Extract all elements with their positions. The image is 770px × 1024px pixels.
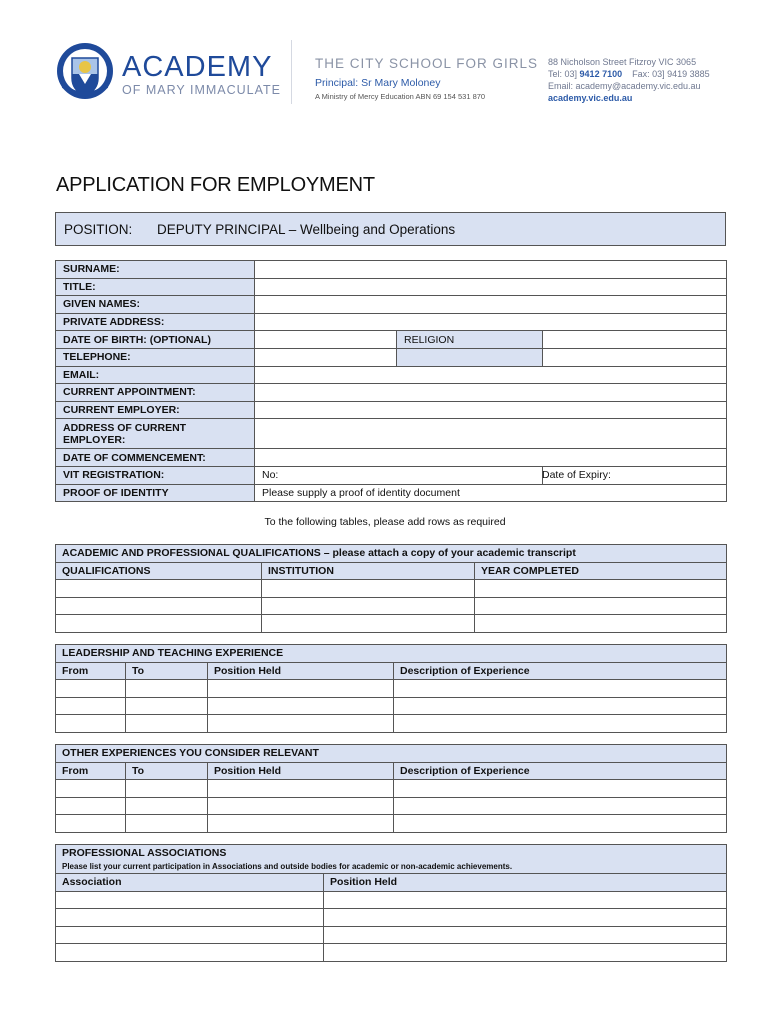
table-cell[interactable]: [394, 680, 727, 698]
email-label: EMAIL:: [56, 366, 255, 384]
table-cell[interactable]: [208, 680, 394, 698]
associations-table: [55, 844, 727, 962]
column-header: From: [56, 762, 126, 780]
table-cell[interactable]: [56, 697, 126, 715]
table-cell[interactable]: [56, 944, 324, 962]
table-row: [56, 780, 727, 798]
religion-shaded-cell: [397, 348, 543, 366]
contact-details: [548, 56, 710, 104]
associations-subheading: Please list your current participation in Associations and outside bodies for academic or non-academic achievements.: [56, 861, 727, 874]
religion-label: RELIGION: [397, 331, 543, 349]
surname-field[interactable]: [255, 261, 727, 279]
table-cell[interactable]: [394, 697, 727, 715]
column-header: INSTITUTION: [262, 562, 475, 580]
table-cell[interactable]: [475, 615, 727, 633]
table-row: [56, 815, 727, 833]
column-header: QUALIFICATIONS: [56, 562, 262, 580]
table-row: [56, 419, 727, 449]
commencement-field[interactable]: [255, 449, 727, 467]
table-row: [56, 662, 727, 680]
school-name: THE CITY SCHOOL FOR GIRLS: [315, 56, 539, 71]
employer-address-field[interactable]: [255, 419, 727, 449]
table-cell[interactable]: [56, 680, 126, 698]
current-appointment-label: CURRENT APPOINTMENT:: [56, 384, 255, 402]
column-header: Position Held: [208, 662, 394, 680]
qualifications-heading: ACADEMIC AND PROFESSIONAL QUALIFICATIONS – please attach a copy of your academic transcript: [56, 545, 727, 563]
current-employer-field[interactable]: [255, 401, 727, 419]
surname-label: SURNAME:: [56, 261, 255, 279]
identity-label: PROOF OF IDENTITY: [56, 484, 255, 502]
website-link[interactable]: academy.vic.edu.au: [548, 93, 633, 103]
header-divider: [291, 40, 292, 104]
table-cell[interactable]: [394, 780, 727, 798]
associations-heading: PROFESSIONAL ASSOCIATIONS: [56, 845, 727, 861]
leadership-table: [55, 644, 727, 733]
abn-text: A Ministry of Mercy Education ABN 69 154 531 870: [315, 92, 486, 101]
table-row: [56, 278, 727, 296]
table-cell[interactable]: [394, 715, 727, 733]
table-cell[interactable]: [208, 715, 394, 733]
qualifications-table: [55, 544, 727, 633]
table-cell[interactable]: [208, 780, 394, 798]
religion-field[interactable]: [543, 331, 727, 349]
vit-number-field[interactable]: [255, 466, 543, 484]
telephone-field[interactable]: [255, 348, 397, 366]
table-cell[interactable]: [126, 715, 208, 733]
current-employer-label: CURRENT EMPLOYER:: [56, 401, 255, 419]
table-row: [56, 449, 727, 467]
logo-title: ACADEMY: [122, 51, 273, 83]
table-cell[interactable]: [56, 580, 262, 598]
column-header: YEAR COMPLETED: [475, 562, 727, 580]
table-cell[interactable]: [324, 944, 727, 962]
table-cell[interactable]: [56, 926, 324, 944]
tables-note: To the following tables, please add rows as required: [264, 516, 506, 528]
table-row: [56, 697, 727, 715]
table-row: [56, 348, 727, 366]
leadership-heading: LEADERSHIP AND TEACHING EXPERIENCE: [56, 645, 727, 663]
given-names-label: GIVEN NAMES:: [56, 296, 255, 314]
table-cell[interactable]: [56, 780, 126, 798]
email: Email: academy@academy.vic.edu.au: [548, 81, 701, 91]
table-row: [56, 580, 727, 598]
school-crest-icon: [55, 40, 115, 106]
page-title: APPLICATION FOR EMPLOYMENT: [56, 174, 375, 196]
table-row: [56, 597, 727, 615]
table-row: [56, 466, 727, 484]
letterhead: [55, 38, 735, 118]
table-row: [56, 944, 727, 962]
given-names-field[interactable]: [255, 296, 727, 314]
table-cell[interactable]: [262, 580, 475, 598]
address: 88 Nicholson Street Fitzroy VIC 3065: [548, 57, 697, 67]
table-cell[interactable]: [262, 597, 475, 615]
table-row: [56, 296, 727, 314]
vit-number-label: No:: [262, 469, 279, 482]
column-header: To: [126, 662, 208, 680]
table-cell[interactable]: [126, 697, 208, 715]
title-label: TITLE:: [56, 278, 255, 296]
tel-number: 9412 7100: [579, 69, 623, 79]
identity-note: Please supply a proof of identity document: [262, 486, 460, 499]
telephone-extra-field[interactable]: [543, 348, 727, 366]
table-row: [56, 874, 727, 892]
position-box: [55, 212, 726, 246]
private-address-label: PRIVATE ADDRESS:: [56, 313, 255, 331]
table-cell[interactable]: [262, 615, 475, 633]
table-row: [56, 384, 727, 402]
column-header: To: [126, 762, 208, 780]
table-row: [56, 545, 727, 563]
dob-field[interactable]: [255, 331, 397, 349]
fax: Fax: 03] 9419 3885: [632, 69, 710, 79]
table-row: [56, 562, 727, 580]
table-cell[interactable]: [394, 797, 727, 815]
personal-details-table: [55, 260, 727, 502]
table-cell[interactable]: [324, 891, 727, 909]
position-value: DEPUTY PRINCIPAL – Wellbeing and Operations: [157, 221, 456, 237]
table-row: [56, 762, 727, 780]
table-row: [56, 745, 727, 763]
vit-expiry-label: Date of Expiry:: [542, 469, 611, 482]
tel-label: Tel: 03]: [548, 69, 578, 79]
column-header: Position Held: [208, 762, 394, 780]
current-appointment-field[interactable]: [255, 384, 727, 402]
other-experiences-table: [55, 744, 727, 833]
table-row: [56, 715, 727, 733]
table-cell[interactable]: [475, 580, 727, 598]
table-cell[interactable]: [56, 815, 126, 833]
table-cell[interactable]: [56, 597, 262, 615]
table-row: [56, 797, 727, 815]
table-cell[interactable]: [56, 909, 324, 927]
table-cell[interactable]: [126, 680, 208, 698]
table-row: [56, 926, 727, 944]
identity-field[interactable]: [255, 484, 727, 502]
title-field[interactable]: [255, 278, 727, 296]
table-row: [56, 680, 727, 698]
table-cell[interactable]: [208, 797, 394, 815]
logo-subtitle: OF MARY IMMACULATE: [122, 83, 281, 97]
position-label: POSITION:: [64, 221, 133, 237]
table-cell[interactable]: [56, 797, 126, 815]
table-row: [56, 401, 727, 419]
table-cell[interactable]: [394, 815, 727, 833]
table-row: [56, 909, 727, 927]
employer-address-label: ADDRESS OF CURRENT EMPLOYER:: [56, 419, 255, 449]
column-header: Position Held: [324, 874, 727, 892]
table-row: [56, 261, 727, 279]
table-cell[interactable]: [208, 815, 394, 833]
column-header: Description of Experience: [394, 662, 727, 680]
table-cell[interactable]: [324, 926, 727, 944]
table-row: [56, 615, 727, 633]
telephone-label: TELEPHONE:: [56, 348, 255, 366]
email-field[interactable]: [255, 366, 727, 384]
dob-label: DATE OF BIRTH: (OPTIONAL): [56, 331, 255, 349]
table-cell[interactable]: [56, 715, 126, 733]
private-address-field[interactable]: [255, 313, 727, 331]
table-row: [56, 645, 727, 663]
table-row: [56, 366, 727, 384]
table-row: [56, 845, 727, 861]
table-cell[interactable]: [126, 815, 208, 833]
table-cell[interactable]: [56, 891, 324, 909]
table-cell[interactable]: [208, 697, 394, 715]
table-cell[interactable]: [126, 780, 208, 798]
principal-name: Principal: Sr Mary Moloney: [315, 77, 441, 89]
column-header: Association: [56, 874, 324, 892]
table-cell[interactable]: [475, 597, 727, 615]
table-row: [56, 313, 727, 331]
table-row: [56, 331, 727, 349]
table-row: [56, 891, 727, 909]
vit-expiry-field[interactable]: [543, 466, 727, 484]
column-header: Description of Experience: [394, 762, 727, 780]
table-cell[interactable]: [324, 909, 727, 927]
table-cell[interactable]: [56, 615, 262, 633]
column-header: From: [56, 662, 126, 680]
other-experiences-heading: OTHER EXPERIENCES YOU CONSIDER RELEVANT: [56, 745, 727, 763]
phone-fax: [548, 68, 710, 80]
table-row: [56, 861, 727, 874]
table-cell[interactable]: [126, 797, 208, 815]
table-row: [56, 484, 727, 502]
commencement-label: DATE OF COMMENCEMENT:: [56, 449, 255, 467]
vit-label: VIT REGISTRATION:: [56, 466, 255, 484]
